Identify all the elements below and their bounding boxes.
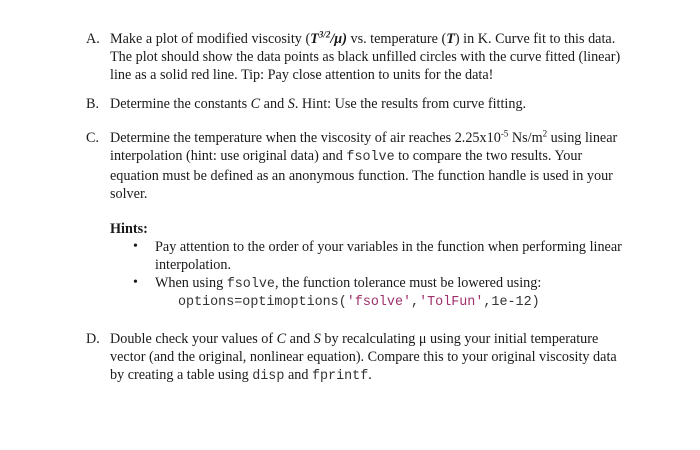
- bullet-icon: •: [133, 275, 138, 290]
- item-a-line-3: line as a solid red line. Tip: Pay close attention to units for the data!: [110, 67, 494, 83]
- item-b-body: [110, 95, 670, 113]
- item-c-body: [110, 129, 670, 203]
- item-d-line-3: by creating a table using disp and fprintf.: [110, 367, 372, 384]
- item-a-letter: A.: [86, 31, 100, 47]
- item-c-line-4: solver.: [110, 186, 148, 202]
- bullet-icon: •: [133, 239, 138, 254]
- hint-bullet-2: • When using fsolve, the function tolerance must be lowered using:: [133, 275, 542, 292]
- item-a-line-1: Make a plot of modified viscosity $(T^{3/2}/\mu)$ vs. temperature (T) in K. Curve fit to this data.: [110, 29, 616, 47]
- item-c-letter: C.: [86, 130, 100, 146]
- hint-bullet-1: • Pay attention to the order of your variables in the function when performing linear interpolation.: [133, 239, 622, 273]
- item-c-line-3: equation must be defined as an anonymous function. The function handle is used in your: [110, 168, 613, 184]
- item-c-line-1: Determine the temperature when the viscosity of air reaches $2.25x10^{-5}$ $Ns/m^2$ using linear: [110, 128, 618, 146]
- item-c-line-2: interpolation (hint: use original data) and fsolve to compare the two results. Your: [110, 148, 583, 165]
- item-b-letter: B.: [86, 96, 100, 112]
- item-a-body: [110, 30, 670, 84]
- item-d-line-1: Double check your values of C and S by recalculating μ using your initial temperature: [110, 331, 599, 347]
- item-b-line-1: Determine the constants C and S. Hint: Use the results from curve fitting.: [110, 96, 527, 112]
- item-d-letter: D.: [86, 331, 100, 347]
- item-d-line-2: vector (and the original, nonlinear equation). Compare this to your original viscosity data: [110, 349, 617, 365]
- fsolve-code: fsolve: [226, 277, 275, 292]
- item-d-body: [110, 330, 670, 386]
- disp-code: disp: [252, 369, 285, 384]
- fsolve-code: fsolve: [346, 150, 395, 165]
- fprintf-code: fprintf: [311, 369, 369, 384]
- item-a-line-2: The plot should show the data points as black unfilled circles with the curve fitted (linear): [110, 49, 621, 65]
- optimoptions-code: options=optimoptions('fsolve','TolFun',1e-12): [178, 295, 540, 310]
- hints-title: Hints:: [110, 221, 148, 237]
- hints-block: [110, 220, 670, 312]
